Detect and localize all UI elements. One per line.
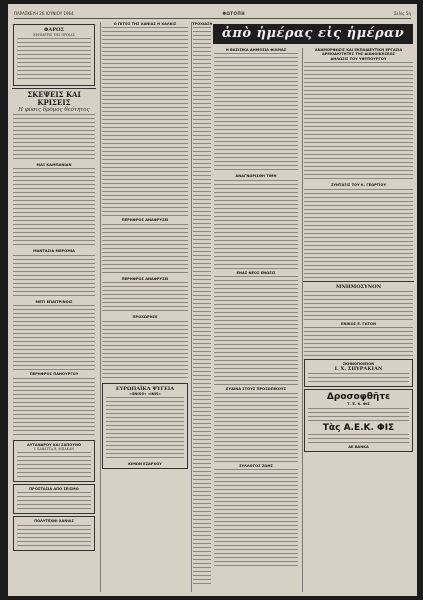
article-text xyxy=(13,168,95,248)
publisher-subtitle: ΕΦΗΜΕΡΙΣ ΤΗΣ ΠΡΩΙΑΣ xyxy=(33,33,75,37)
article-text xyxy=(214,180,298,270)
article-text xyxy=(214,276,298,386)
article-text xyxy=(193,27,211,587)
header-masthead: ΦΩΤΟΠΗ xyxy=(222,10,246,16)
advert-subtitle: Τ. Ἐ. Κ. ΦΙΣ xyxy=(347,402,370,407)
drink-advert xyxy=(304,389,413,452)
advert-name: Ι. Χ. ΣΠΥΡΑΚΙΑΝ xyxy=(334,366,383,373)
advert-title: ΠΡΟΣΤΑΣΙΑ ΑΠΟ ΣΕΙΣΜΟ xyxy=(29,487,79,492)
advert-title: ΣΚΗΝΟΠΟΙΕΙΟΝ xyxy=(342,362,375,367)
article-text xyxy=(13,114,95,162)
divider xyxy=(12,88,96,89)
article-headline: ΠΡΟΧΩΡΗΣΕ xyxy=(132,315,158,320)
tent-advert xyxy=(304,359,413,387)
header-page-number: Σελίς 5η xyxy=(393,10,411,16)
advert-name: Τὰς Α.Ε.Κ. ΦΙΣ xyxy=(322,422,395,433)
advert-title: ΕΥΡΩΠΑΪΚΑ ΨΥΓΕΙΑ xyxy=(115,385,175,392)
advert-title: ΑΥΤΑΝΔΡΟΥ ΚΑΙ ΣΑΠΟΥΝΟ xyxy=(26,442,82,447)
article-headline: Η ΒΑΣΙΣΙΚΑ ΔΗΜΟΣΙΑ ΦΙΛΜΑΣ xyxy=(225,48,287,52)
fridge-advert xyxy=(102,383,188,470)
article-headline: ΣΥΛΛΟΓΟΣ ΖΩΗΣ xyxy=(239,463,273,468)
section-heading: ΜΕΤΙ ΕΠΑΙΤΡΙΝΟΙΣ xyxy=(35,299,73,304)
advert-title: ΠΟΛΥΤΕΧΝΙ ΧΑΝΙΑΣ xyxy=(34,519,74,524)
article-text xyxy=(214,469,298,569)
article-text xyxy=(102,282,188,314)
advert-box xyxy=(13,516,95,550)
newspaper-page xyxy=(8,4,417,596)
advert-text xyxy=(106,397,184,461)
article-text xyxy=(13,305,95,371)
header-date: ΠΑΡΑΣΚΕΥΗ 26 ΙΟΥΝΙΟΥ 1964 xyxy=(14,10,74,16)
memorial-heading: ΜΝΗΜΟΣΥΝΟΝ xyxy=(335,283,382,290)
publisher-box xyxy=(13,24,95,86)
advert-text xyxy=(308,408,409,422)
column-1 xyxy=(12,22,96,592)
section-heading: ΜΑΝΤΑΣΙΑ ΜΕΡΟΜΙΑ xyxy=(33,249,75,254)
article-text xyxy=(304,62,413,182)
article-headline: ΑΝΑΓΝΩΡΙΣΘΗ ΤΙΜΗ xyxy=(235,174,277,179)
column-headline: ΤΡΟΧΙΑΣΗ xyxy=(192,22,212,26)
article-headline: ΔΗΛΩΣΙΣ ΤΟΥ ΥΦΥΠΟΥΡΓΟΥ xyxy=(330,56,387,61)
article-headline: Ο ΠΙΤΟΣ ΤΗΣ ΧΑΝΙΑΣ Η ΧΑΛΚΙΣ xyxy=(113,22,177,26)
article-headline: ΑΝΑΜΟΡΦΩΣΙΣ ΚΑΙ ΕΚΠΑΙΔΕΥΤΙΚΗ ΕΡΓΑΣΙΑ xyxy=(314,48,403,52)
advert-text xyxy=(308,434,409,444)
advert-text xyxy=(17,525,91,547)
advert-text xyxy=(17,492,91,510)
article-headline: ΣΥΝΤΑΞΙΣ ΤΟΥ Κ. ΓΕΩΡΓΙΟΥ xyxy=(330,183,387,188)
article-text xyxy=(304,189,413,279)
article-text xyxy=(13,255,95,299)
advert-box xyxy=(13,440,95,482)
article-headline: ΕΥΔΙΝΑ ΣΤΟΥΣ ΠΡΟΣΩΠΙΚΟΥΣ xyxy=(226,387,286,392)
article-text xyxy=(304,327,413,357)
article-headline: ΠΕΡΗΦΡΟΣ ΑΝΑΦΡΥΣΕΙ xyxy=(121,276,169,281)
column-subheading: Η φύσις δρόμος θεότητος xyxy=(18,107,90,113)
advert-subtitle: Ι. ΚΑΒΑΤΤΑ Β. ΜΠΑΚΑΝ xyxy=(33,447,75,452)
advert-text xyxy=(308,373,409,383)
article-headline: ΑΡΜΟΔΙΟΤΗΤΕΣ ΤΗΣ ΔΙΑΝΟΙΚΗΣΕΩΣ xyxy=(322,52,395,57)
article-text xyxy=(102,321,188,381)
page-header xyxy=(14,8,411,19)
article-headline: ΕΝΑΣ ΝΕΟΣ ΕΝΩΣΙΣ xyxy=(236,270,276,275)
advert-text xyxy=(17,452,91,478)
article-headline: ΠΕΡΗΦΡΟΣ ΑΝΑΦΡΥΣΕΙ xyxy=(121,218,169,223)
advert-name: ΚΙΜΩΝ ΕΣΑΡΧΟΥ xyxy=(128,462,162,467)
article-text xyxy=(214,393,298,463)
advert-brand: «GNISO» «INIS» xyxy=(129,391,161,396)
advert-footer: ΑΕ ΒΑΝΚΑ xyxy=(348,444,369,449)
advert-title: Δροσοφθῆτε xyxy=(326,392,391,403)
publisher-text xyxy=(17,38,91,82)
column-5 xyxy=(302,48,414,592)
article-text xyxy=(304,291,413,321)
column-heading: ΣΚΕΨΕΙΣ ΚΑΙ ΚΡΙΣΕΙΣ xyxy=(27,90,81,107)
article-text xyxy=(102,224,188,276)
divider xyxy=(303,281,414,282)
article-text xyxy=(214,53,298,173)
publisher-title: ΦΑΡΟΣ xyxy=(44,27,64,33)
article-text xyxy=(13,378,95,438)
article-headline: ΕΝΙΚΟΣ Ε. ΓΑΤΟΝ xyxy=(340,321,376,326)
article-text xyxy=(102,27,188,217)
column-2 xyxy=(100,22,189,592)
column-3 xyxy=(191,22,212,592)
advert-box xyxy=(13,484,95,514)
section-heading: ΜΑΞ ΚΑΜΠΑΝΙΑΝ xyxy=(36,163,72,167)
column-4 xyxy=(213,48,299,592)
section-heading: ΠΕΡΗΦΡΟΣ ΠΑΝΟΥΡΓΟΥ xyxy=(29,372,79,377)
section-banner: ἀπὸ ἡμέρας εἰς ἡμέραν xyxy=(213,24,413,44)
